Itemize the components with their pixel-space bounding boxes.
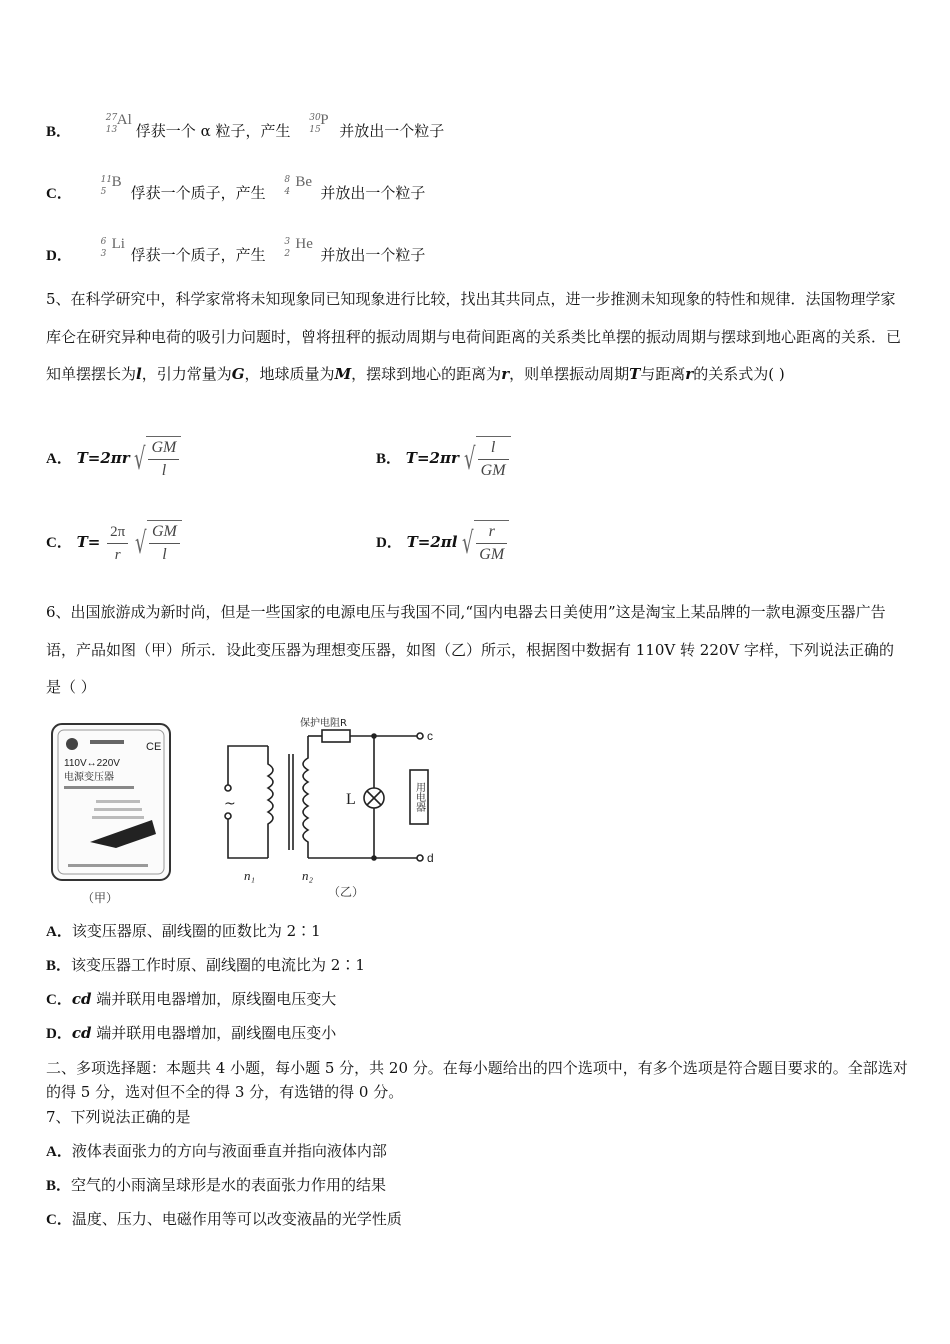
n2-label: n₂ — [302, 868, 314, 883]
lamp-label: L — [346, 791, 356, 808]
device-voltage-label: 110V↔220V — [64, 758, 120, 769]
nuclide-p-30: 30 15 P — [309, 112, 329, 135]
nuclide-he-3: 3 2 He — [284, 236, 313, 259]
load-label: 用电器 — [413, 782, 425, 812]
section-2-heading: 二、多项选择题：本题共 4 小题，每小题 5 分，共 20 分。在每小题给出的四个选项中，有多个选项是符合题目要求的。全部选对的得 5 分，选对但不全的得 3 分，有选错的得 0 分。 — [46, 1059, 908, 1101]
option-label: C． — [46, 186, 72, 202]
n1-label: n₁ — [244, 868, 256, 883]
resistor-label: 保护电阻R — [300, 718, 347, 729]
caption-jia: （甲） — [82, 891, 119, 905]
terminal-d: d — [427, 851, 434, 865]
option-label: D． — [46, 248, 72, 264]
nuclide-b-11: 11 5 B — [100, 174, 122, 197]
caption-yi: （乙） — [328, 885, 365, 899]
sqrt-expression: √ $\frac{l}{GM}$ — [464, 436, 511, 482]
nuclide-li-6: 6 3 Li — [100, 236, 125, 259]
q5-option-c: C． T= $\frac{2\pi}{r}$ √ $\frac{GM}{l}$ — [46, 520, 182, 566]
fraction-2pi-over-r: $\frac{2\pi}{r}$ — [107, 521, 128, 566]
terminal-c: c — [427, 729, 433, 743]
q6-option-b: B．该变压器工作时原、副线圈的电流比为 2∶1 — [46, 956, 365, 974]
ac-source-symbol: ~ — [224, 796, 236, 812]
q7-option-c: C．温度、压力、电磁作用等可以改变液晶的光学性质 — [46, 1210, 402, 1228]
ce-mark: CE — [146, 741, 162, 753]
q6-option-c: C．cd 端并联用电器增加，原线圈电压变大 — [46, 990, 337, 1008]
transformer-device-image — [52, 724, 170, 905]
device-name-label: 电源变压器 — [64, 772, 114, 783]
nuclide-al-27: 27 13 Al — [105, 112, 132, 135]
q4-option-b: B． 27 13 Al 俘获一个 α 粒子，产生 30 15 P 并放出一个粒子 — [46, 112, 445, 140]
sqrt-expression: √ $\frac{GM}{l}$ — [134, 436, 181, 482]
q7-stem: 7、下列说法正确的是 — [46, 1108, 191, 1126]
q6-option-a: A．该变压器原、副线圈的匝数比为 2∶1 — [46, 922, 321, 940]
transformer-circuit — [225, 730, 428, 861]
q6-stem: 6、出国旅游成为新时尚，但是一些国家的电源电压与我国不同,“国内电器去日美使用”这是淘宝上某品牌的一款电源变压器广告语，产品如图（甲）所示．设此变压器为理想变压器，如图（乙）所示，根据图中数据有 110V 转 220V 字样，下列说法正确的是（ ） — [46, 603, 895, 696]
q4-option-d: D． 6 3 Li 俘获一个质子，产生 3 2 He 并放出一个粒子 — [46, 236, 426, 264]
q5-option-b: B． T=2πr √ $\frac{l}{GM}$ — [376, 436, 511, 482]
sqrt-expression: √ $\frac{r}{GM}$ — [462, 520, 509, 566]
sqrt-expression: √ $\frac{GM}{l}$ — [135, 520, 182, 566]
q5-stem: 5、在科学研究中，科学家常将未知现象同已知现象进行比较，找出其共同点，进一步推测未知现象的特性和规律．法国物理学家库仑在研究异种电荷的吸引力问题时，曾将扭秤的振动周期与电荷间距离的关系类比单摆的振动周期与摆球到地心距离的关系．已知单摆摆长为l，引力常量为G，地球质量为M，摆球到地心的距离为r，则单摆振动周期T与距离r的关系式为( ) — [46, 290, 902, 383]
nuclide-be-8: 8 4 Be — [284, 174, 313, 197]
q7-option-b: B．空气的小雨滴呈球形是水的表面张力作用的结果 — [46, 1176, 387, 1194]
q4-option-c: C． 11 5 B 俘获一个质子，产生 8 4 Be 并放出一个粒子 — [46, 174, 426, 202]
q6-option-d: D．cd 端并联用电器增加，副线圈电压变小 — [46, 1024, 337, 1042]
q7-option-a: A．液体表面张力的方向与液面垂直并指向液体内部 — [46, 1142, 387, 1160]
q5-option-a: A． T=2πr √ $\frac{GM}{l}$ — [46, 436, 181, 482]
q6-figure — [46, 712, 446, 907]
q5-option-d: D． T=2πl √ $\frac{r}{GM}$ — [376, 520, 509, 566]
option-label: B． — [46, 124, 72, 140]
